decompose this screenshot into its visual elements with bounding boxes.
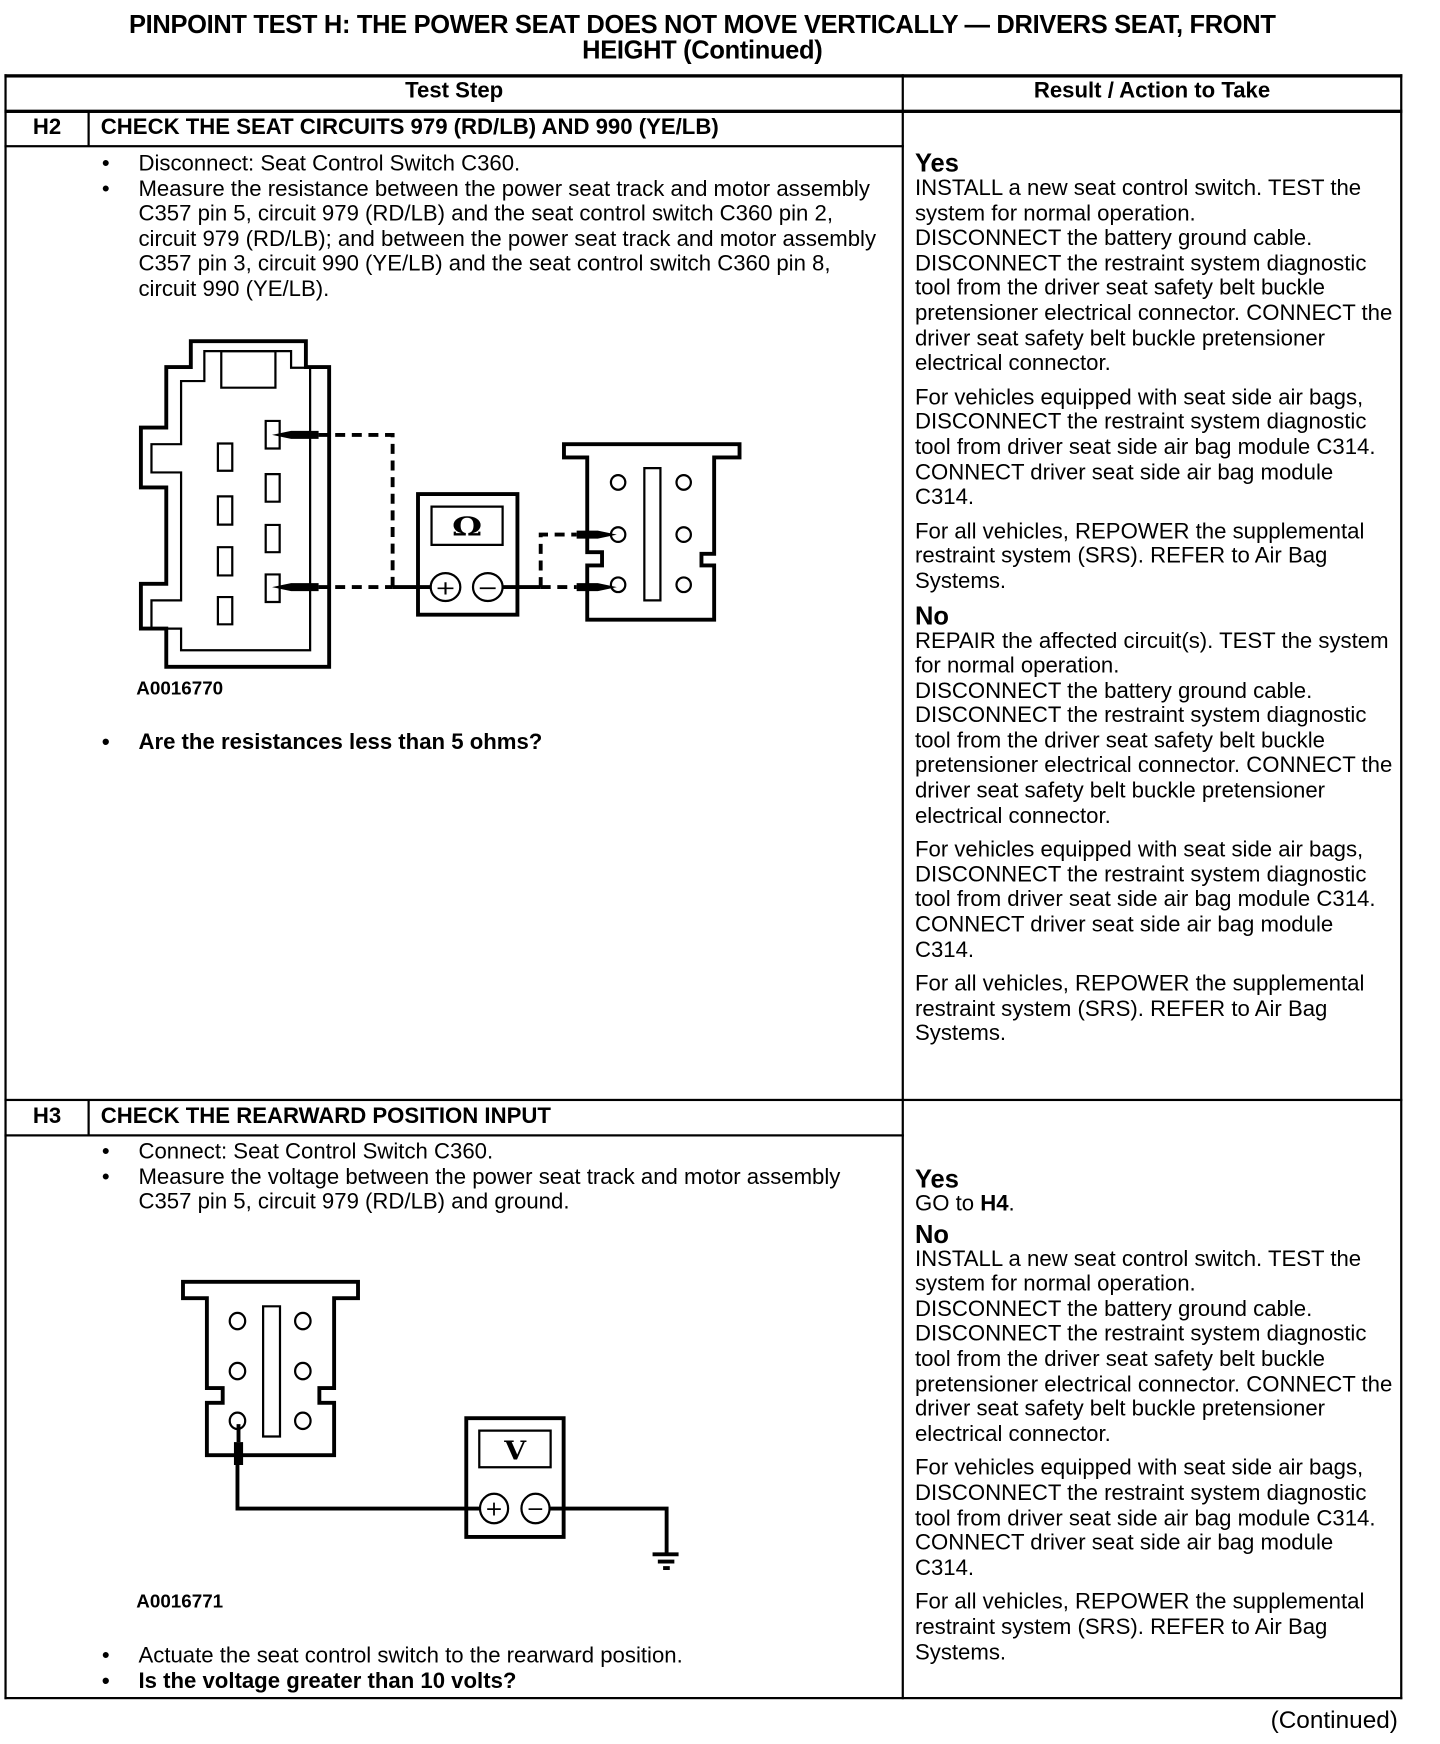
voltage-test-diagram <box>151 1257 699 1610</box>
column-header-result: Result / Action to Take <box>1033 78 1271 104</box>
resistance-test-diagram <box>99 318 755 717</box>
step-h2-instructions <box>102 152 883 302</box>
figure-id-a0016771: A0016771 <box>136 1590 224 1612</box>
step-h3-question: Is the voltage greater than 10 volts? <box>138 1668 517 1694</box>
page-title-line-1: PINPOINT TEST H: THE POWER SEAT DOES NOT MOVE VERTICALLY — DRIVERS SEAT, FRONT <box>128 9 1276 39</box>
figure-id-a0016770: A0016770 <box>136 677 224 699</box>
result-yes-label: Yes <box>914 1164 959 1193</box>
ohm-symbol: Ω <box>452 511 483 543</box>
step-h3-instructions <box>102 1140 883 1215</box>
step-h3-final-instructions: • Actuate the seat control switch to the rearward position. • Is the voltage greater than 10 volts? <box>101 1643 683 1694</box>
result-no-label: No <box>914 600 949 630</box>
result-h2: Yes INSTALL a new seat control switch. TEST the system for normal operation. DISCONNECT the battery ground cable. DISCONNECT the restraint system diagnostic tool from the driver seat safety belt buckle pretensioner electrical connector. CONNECT the driver seat safety belt buckle pretensioner electrical connector. For vehicles equipped with seat side air bags, DISCONNECT the restraint system diagnostic tool from driver seat side air bag module C314. CONNECT driver seat side air bag module C314. For all vehicles, REPOWER the supplemental restraint system (SRS). REFER to Air Bag Systems. No REPAIR the affected circuit(s). TEST the system for normal operation. DISCONNECT the battery ground cable. DISCONNECT the restraint system diagnostic tool from the driver seat safety belt buckle pretensioner electrical connector. CONNECT the driver seat safety belt buckle pretensioner electrical connector. For vehicles equipped with seat side air bags, DISCONNECT the restraint system diagnostic tool from driver seat side air bag module C314. CONNECT driver seat side air bag module C314. For all vehicles, REPOWER the supplemental restraint system (SRS). REFER to Air Bag Systems. <box>915 151 1398 1047</box>
minus-terminal: − <box>526 1496 545 1521</box>
bullet-item: • Measure the resistance between the power seat track and motor assembly C357 pin 5, circuit 979 (RD/LB) and the seat control switch C360 pin 2, circuit 979 (RD/LB); and between the power seat track and motor assembly C357 pin 3, circuit 990 (YE/LB) and the seat control switch C360 pin 8, circuit 990 (YE/LB). <box>101 176 877 302</box>
ground-lead <box>550 1509 667 1554</box>
result-yes-label: Yes <box>914 148 959 178</box>
page-title-line-2: HEIGHT (Continued) <box>582 35 823 65</box>
bullet-item: • Measure the voltage between the power seat track and motor assembly C357 pin 5, circuit 979 (RD/LB) and ground. <box>101 1164 841 1215</box>
step-h2-question: • Are the resistances less than 5 ohms? <box>101 729 543 755</box>
ground-icon <box>653 1554 679 1568</box>
step-id-h3: H3 <box>32 1104 62 1129</box>
plus-terminal: + <box>484 1496 504 1521</box>
bullet-item: • Disconnect: Seat Control Switch C360. <box>101 151 521 177</box>
step-title-h3: CHECK THE REARWARD POSITION INPUT <box>100 1104 551 1129</box>
go-to-h4-link[interactable]: H4 <box>980 1191 1009 1217</box>
step-title-h2: CHECK THE SEAT CIRCUITS 979 (RD/LB) AND 990 (YE/LB) <box>100 115 719 140</box>
plus-terminal: + <box>434 576 457 600</box>
bullet-item: • Connect: Seat Control Switch C360. <box>101 1139 494 1165</box>
voltmeter <box>466 1418 563 1537</box>
test-leads <box>319 435 577 587</box>
step-id-h2: H2 <box>32 115 62 140</box>
result-h3: Yes GO to H4. No INSTALL a new seat control switch. TEST the system for normal operation. DISCONNECT the battery ground cable. DISCONNECT the restraint system diagnostic tool from the driver seat safety belt buckle pretensioner electrical connector. CONNECT the driver seat safety belt buckle pretensioner electrical connector. For vehicles equipped with seat side air bags, DISCONNECT the restraint system diagnostic tool from driver seat side air bag module C314. CONNECT driver seat side air bag module C314. For all vehicles, REPOWER the supplemental restraint system (SRS). REFER to Air Bag Systems. <box>915 1166 1398 1665</box>
continued-footer: (Continued) <box>1270 1705 1398 1734</box>
minus-terminal: − <box>477 576 499 600</box>
result-no-label: No <box>914 1219 949 1248</box>
seat-track-connector-c357 <box>141 341 329 667</box>
volt-symbol: V <box>504 1435 527 1467</box>
test-probe <box>234 1424 243 1465</box>
column-header-test-step: Test Step <box>405 78 504 104</box>
ohmmeter <box>418 494 517 615</box>
seat-control-switch-connector <box>183 1282 358 1455</box>
positive-lead <box>237 1465 479 1509</box>
